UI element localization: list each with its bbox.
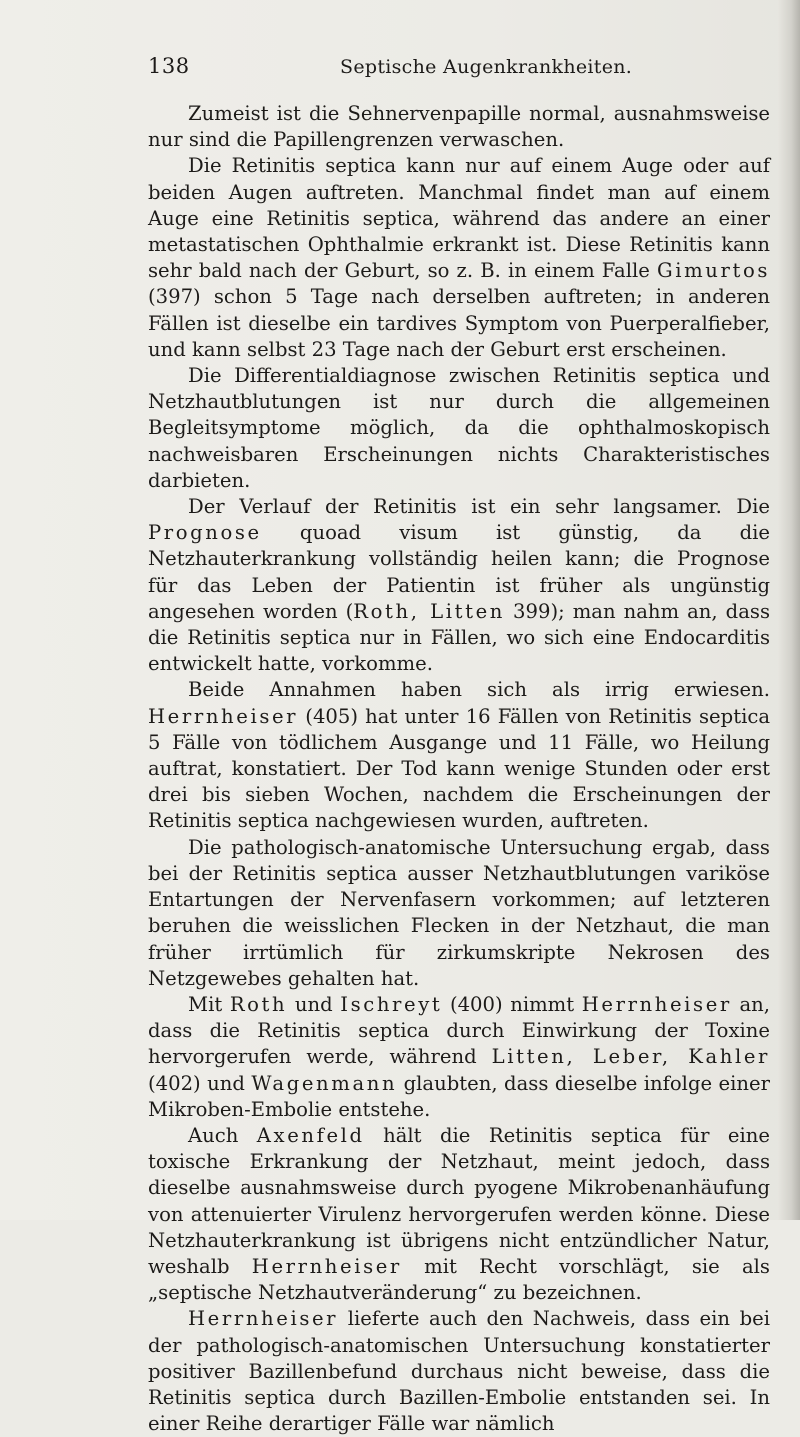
paragraph: [148, 835, 770, 992]
text-run: Auch: [188, 1123, 257, 1147]
paragraph: [148, 101, 770, 153]
spaced-name: Ischreyt: [340, 992, 443, 1016]
spaced-name: Herrnheiser: [188, 1307, 339, 1331]
text-run: Zumeist ist die Sehnervenpapille normal, ausnahmsweise nur sind die Papillengrenzen verwaschen.: [148, 102, 770, 152]
text-run: Die Retinitis septica kann nur auf einem Auge oder auf beiden Augen auftreten. Manchmal findet man auf einem Auge eine Retinitis septica, während das andere an einer metastatischen Ophthalmie erkrankt ist. Diese Retinitis kann sehr bald nach der Geburt, so z. B. in einem Falle: [148, 154, 770, 283]
text-run: (400) nimmt: [442, 992, 582, 1016]
paragraph: [148, 363, 770, 494]
paragraph: [148, 153, 770, 363]
spaced-name: Roth, Litten: [353, 599, 506, 623]
paragraph: [148, 992, 770, 1123]
text-run: quoad visum ist günstig, da die Netzhauterkrankung vollständig heilen kann; die Prognose für das Leben der Patientin ist früher als ungünstig angesehen worden (: [148, 521, 770, 623]
paragraph: [148, 494, 770, 677]
text-run: Beide Annahmen haben sich als irrig erwiesen.: [188, 678, 770, 702]
text-run: hält die Retinitis septica für eine toxische Erkrankung der Netzhaut, meint jedoch, dass dieselbe ausnahmsweise durch pyogene Mikrobenanhäufung von attenuierter Virulenz hervorgerufen werden könne. Diese Netzhauterkrankung ist übrigens nicht entzündlicher Natur, weshalb: [148, 1123, 770, 1278]
text-run: 399); man nahm an, dass die Retinitis septica nur in Fällen, wo sich eine Endocarditis entwickelt hatte, vorkomme.: [148, 599, 770, 676]
spaced-name: Litten, Leber, Kahler: [491, 1045, 770, 1069]
text-run: glaubten, dass dieselbe infolge einer Mikroben-Embolie entstehe.: [148, 1071, 770, 1121]
text-run: und: [287, 992, 341, 1016]
text-run: (405) hat unter 16 Fällen von Retinitis septica 5 Fälle von tödlichem Ausgange und 11 Fälle, wo Heilung auftrat, konstatiert. Der Tod kann wenige Stunden oder erst drei bis sieben Wochen, nachdem die Erscheinungen der Retinitis septica nachgewiesen wurden, auftreten.: [148, 704, 770, 833]
spaced-name: Herrnheiser: [148, 704, 299, 728]
text-run: (397) schon 5 Tage nach derselben auftreten; in anderen Fällen ist dieselbe ein tardives Symptom von Puerperalfieber, und kann selbst 23 Tage nach der Geburt erst erscheinen.: [148, 285, 770, 361]
spaced-name: Gimurtos: [656, 259, 770, 283]
text-run: Die Differentialdiagnose zwischen Retinitis septica und Netzhautblutungen ist nur durch die allgemeinen Begleitsymptome möglich, da die ophthalmoskopisch nachweisbaren Erscheinungen nichts Charakteristisches darbieten.: [148, 364, 770, 492]
text-run: lieferte auch den Nachweis, dass ein bei der pathologisch-anatomischen Untersuchung konstatierter positiver Bazillenbefund durchaus nicht beweise, dass die Retinitis septica durch Bazillen-Embolie entstanden sei. In einer Reihe derartiger Fälle war nämlich: [148, 1307, 770, 1436]
page-edge-shadow: [778, 0, 800, 1220]
spaced-name: Roth: [229, 992, 288, 1016]
paragraph: [148, 1123, 770, 1306]
spaced-name: Prognose: [148, 521, 262, 545]
text-run: an, dass die Retinitis septica durch Einwirkung der Toxine hervorgerufen werde, während: [148, 992, 770, 1069]
text-run: mit Recht vorschlägt, sie als „septische Netzhautveränderung“ zu bezeichnen.: [148, 1254, 770, 1305]
page-number: 138: [148, 54, 190, 78]
spaced-name: Wagenmann: [251, 1071, 398, 1095]
spaced-name: Herrnheiser: [251, 1254, 402, 1278]
page-header: [148, 54, 768, 84]
spaced-name: Axenfeld: [256, 1123, 365, 1147]
text-run: (402) und: [148, 1071, 252, 1095]
body-text: [148, 101, 770, 1437]
text-run: Mit: [188, 992, 230, 1016]
running-head: Septische Augenkrankheiten.: [340, 56, 633, 78]
paragraph: [148, 677, 770, 834]
text-run: Der Verlauf der Retinitis ist ein sehr langsamer. Die: [188, 495, 770, 519]
spaced-name: Herrnheiser: [581, 992, 732, 1016]
text-run: Die pathologisch-anatomische Untersuchung ergab, dass bei der Retinitis septica ausser Netzhautblutungen variköse Entartungen der Nervenfasern vorkommen; auf letzteren beruhen die weisslichen Flecken in der Netzhaut, die man früher irrtümlich für zirkumskripte Nekrosen des Netzgewebes gehalten hat.: [148, 835, 770, 990]
paragraph: [148, 1306, 770, 1437]
